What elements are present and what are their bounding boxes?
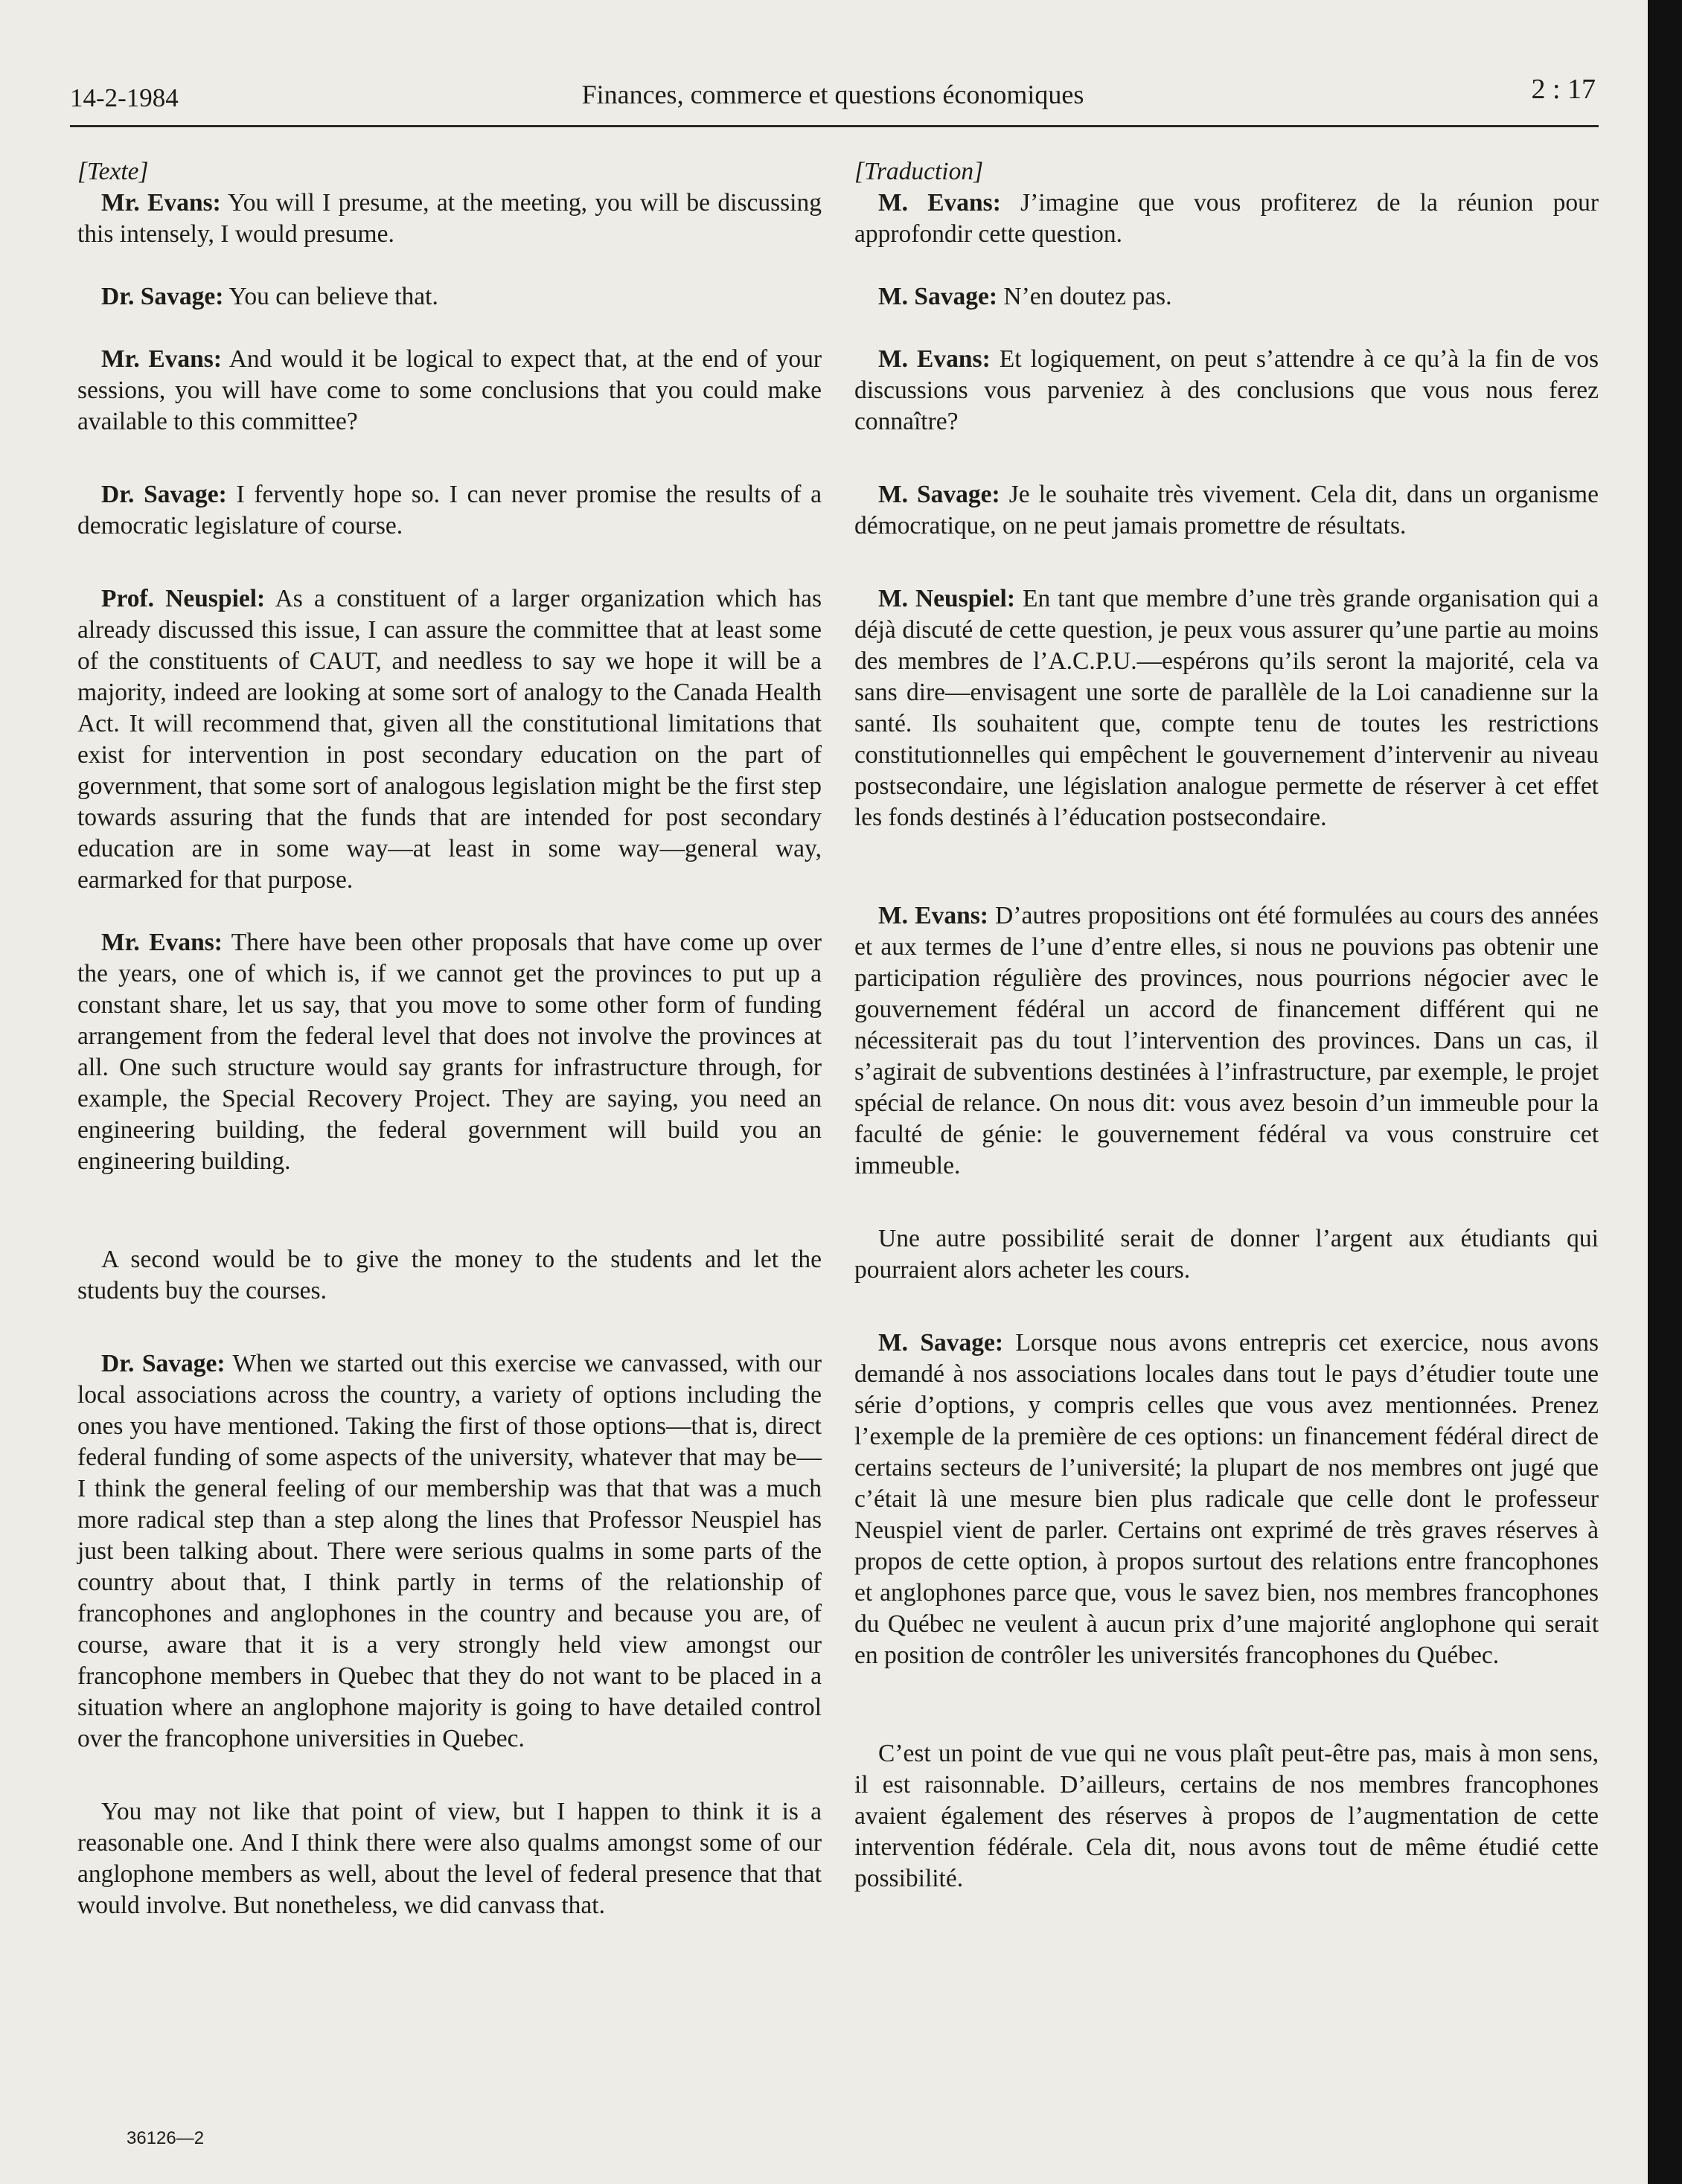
paragraph (77, 1244, 822, 1307)
speaker: M. Evans: (878, 902, 988, 929)
speaker: Mr. Evans: (101, 929, 223, 956)
speaker: Mr. Evans: (101, 345, 223, 373)
paragraph (77, 1796, 822, 1921)
french-column (854, 156, 1599, 1895)
speech: As a constituent of a larger organization which has already discussed this issue, I can assure the committee that at least some of the constituents of CAUT, and needless to say we hope it will be a majority, indeed are looking at some sort of analogy to the Canada Health Act. It will recommend that, given all the constitutional limitations that exist for intervention in post secondary education on the part of government, that some sort of analogous legislation might be the first step towards assuring that the funds that are intended for post secondary education are in some way—at least in some way—general way, earmarked for that purpose. (77, 585, 822, 894)
speech: And would it be logical to expect that, at the end of your sessions, you will have come to some conclusions that you could make available to this committee? (77, 345, 822, 435)
paragraph (77, 927, 822, 1177)
paragraph (77, 479, 822, 542)
paragraph (854, 479, 1599, 542)
paragraph (854, 344, 1599, 438)
paragraph (77, 344, 822, 438)
speech: There have been other proposals that have come up over the years, one of which is, if we cannot get the provinces to put up a constant share, let us say, that you move to some other form of funding arrangement from the federal level that does not involve the provinces at all. One such structure would say grants for infrastructure through, for example, the Special Recovery Project. They are saying, you need an engineering building, the federal government will build you an engineering building. (77, 929, 822, 1175)
paragraph (854, 1328, 1599, 1671)
speaker: M. Neuspiel: (878, 585, 1015, 612)
speech: Une autre possibilité serait de donner l’argent aux étudiants qui pourraient alors acheter les cours. (854, 1225, 1599, 1284)
speaker: M. Savage: (878, 481, 1000, 508)
speech: Et logiquement, on peut s’attendre à ce qu’à la fin de vos discussions vous parveniez à des conclusions que vous nous ferez connaître? (854, 345, 1599, 435)
paragraph (77, 188, 822, 250)
paragraph (77, 583, 822, 896)
header-date: 14-2-1984 (70, 83, 179, 112)
speaker: M. Savage: (878, 1329, 1004, 1357)
speech: I fervently hope so. I can never promise the results of a democratic legislature of course. (77, 481, 822, 539)
speech: When we started out this exercise we canvassed, with our local associations across the country, a variety of options including the ones you have mentioned. Taking the first of those options—that is, direct federal funding of some aspects of the university, whatever that may be—I think the general feeling of our membership was that that was a much more radical step than a step along the lines that Professor Neuspiel has just been talking about. There were serious qualms in some parts of the country about that, I think partly in terms of the relationship of francophones and anglophones in the country and because you are, of course, aware that it is a very strongly held view amongst our francophone members in Quebec that they do not want to be placed in a situation where an anglophone majority is going to have detailed control over the francophone universities in Quebec. (77, 1350, 822, 1752)
paragraph (854, 281, 1599, 313)
speech: You may not like that point of view, but I happen to think it is a reasonable one. And I think there were also qualms amongst some of our anglophone members as well, about the level of federal presence that that would involve. But nonetheless, we did canvass that. (77, 1798, 822, 1919)
paragraph (854, 1738, 1599, 1895)
english-column (77, 156, 822, 1921)
column-label: [Traduction] (854, 158, 984, 185)
column-label: [Texte] (77, 158, 149, 185)
page-number: 2 : 17 (1531, 74, 1596, 105)
speech: Je le souhaite très vivement. Cela dit, dans un organisme démocratique, on ne peut jamais promettre de résultats. (854, 481, 1599, 539)
paragraph (854, 900, 1599, 1182)
speaker: Dr. Savage: (101, 1350, 226, 1377)
speaker: M. Evans: (878, 345, 991, 373)
header-title: Finances, commerce et questions économiques (581, 80, 1084, 109)
running-header (70, 73, 1596, 125)
speech: D’autres propositions ont été formulées au cours des années et aux termes de l’une d’entre elles, si nous ne pouvions pas obtenir une participation régulière des provinces, nous pourrions négocier avec le gouvernement fédéral un accord de financement différent qui ne nécessiterait pas du tout l’intervention des provinces. Dans un cas, il s’agirait de subventions destinées à l’infrastructure, par exemple, le projet spécial de relance. On nous dit: vous avez besoin d’un immeuble pour la faculté de génie: le gouvernement fédéral va vous construire cet immeuble. (854, 902, 1599, 1179)
paragraph (77, 281, 822, 313)
speaker: M. Savage: (878, 283, 998, 310)
speech: A second would be to give the money to the students and let the students buy the courses. (77, 1246, 822, 1304)
paragraph (854, 1223, 1599, 1286)
speech: Lorsque nous avons entrepris cet exercice, nous avons demandé à nos associations locales dans tout le pays d’étudier toute une série d’options, y compris celles que vous avez mentionnées. Prenez l’exemple de la première de ces options: un financement fédéral direct de certains secteurs de l’université; la plupart de nos membres ont jugé que c’était là une mesure bien plus radicale que celle dont le professeur Neuspiel vient de parler. Certains ont exprimé de très graves réserves à propos de cette option, à propos surtout des relations entre francophones et anglophones parce que, vous le savez bien, nos membres francophones du Québec ne veulent à aucun prix d’une majorité anglophone qui serait en position de contrôler les universités francophones du Québec. (854, 1329, 1599, 1669)
speech: You can believe that. (223, 283, 438, 310)
speech: You will I presume, at the meeting, you will be discussing this intensely, I would presume. (77, 189, 822, 248)
printer-code: 36126—2 (127, 2128, 205, 2148)
speaker: Dr. Savage: (101, 283, 224, 310)
paragraph (77, 1348, 822, 1755)
paragraph (854, 188, 1599, 250)
header-rule (70, 125, 1599, 127)
paragraph (854, 583, 1599, 833)
speech: C’est un point de vue qui ne vous plaît peut-être pas, mais à mon sens, il est raisonnable. D’ailleurs, certains de nos membres francophones avaient également des réserves à propos de l’augmentation de cette intervention fédérale. Cela dit, nous avons tout de même étudié cette possibilité. (854, 1740, 1599, 1892)
speaker: M. Evans: (878, 189, 1001, 217)
speech: N’en doutez pas. (997, 283, 1172, 310)
speaker: Mr. Evans: (101, 189, 221, 217)
speaker: Dr. Savage: (101, 481, 227, 508)
speech: J’imagine que vous profiterez de la réunion pour approfondir cette question. (854, 189, 1599, 248)
page-edge (1648, 0, 1682, 2184)
speech: En tant que membre d’une très grande organisation qui a déjà discuté de cette question, je peux vous assurer qu’une partie au moins des membres de l’A.C.P.U.—espérons qu’ils seront la majorité, cela va sans dire—envisagent une sorte de parallèle de la Loi canadienne sur la santé. Ils souhaitent que, compte tenu de toutes les restrictions constitutionnelles qui empêchent le gouvernement d’intervenir au niveau postsecondaire, une législation analogue permette de réserver à cet effet les fonds destinés à l’éducation postsecondaire. (854, 585, 1599, 831)
speaker: Prof. Neuspiel: (101, 585, 266, 612)
